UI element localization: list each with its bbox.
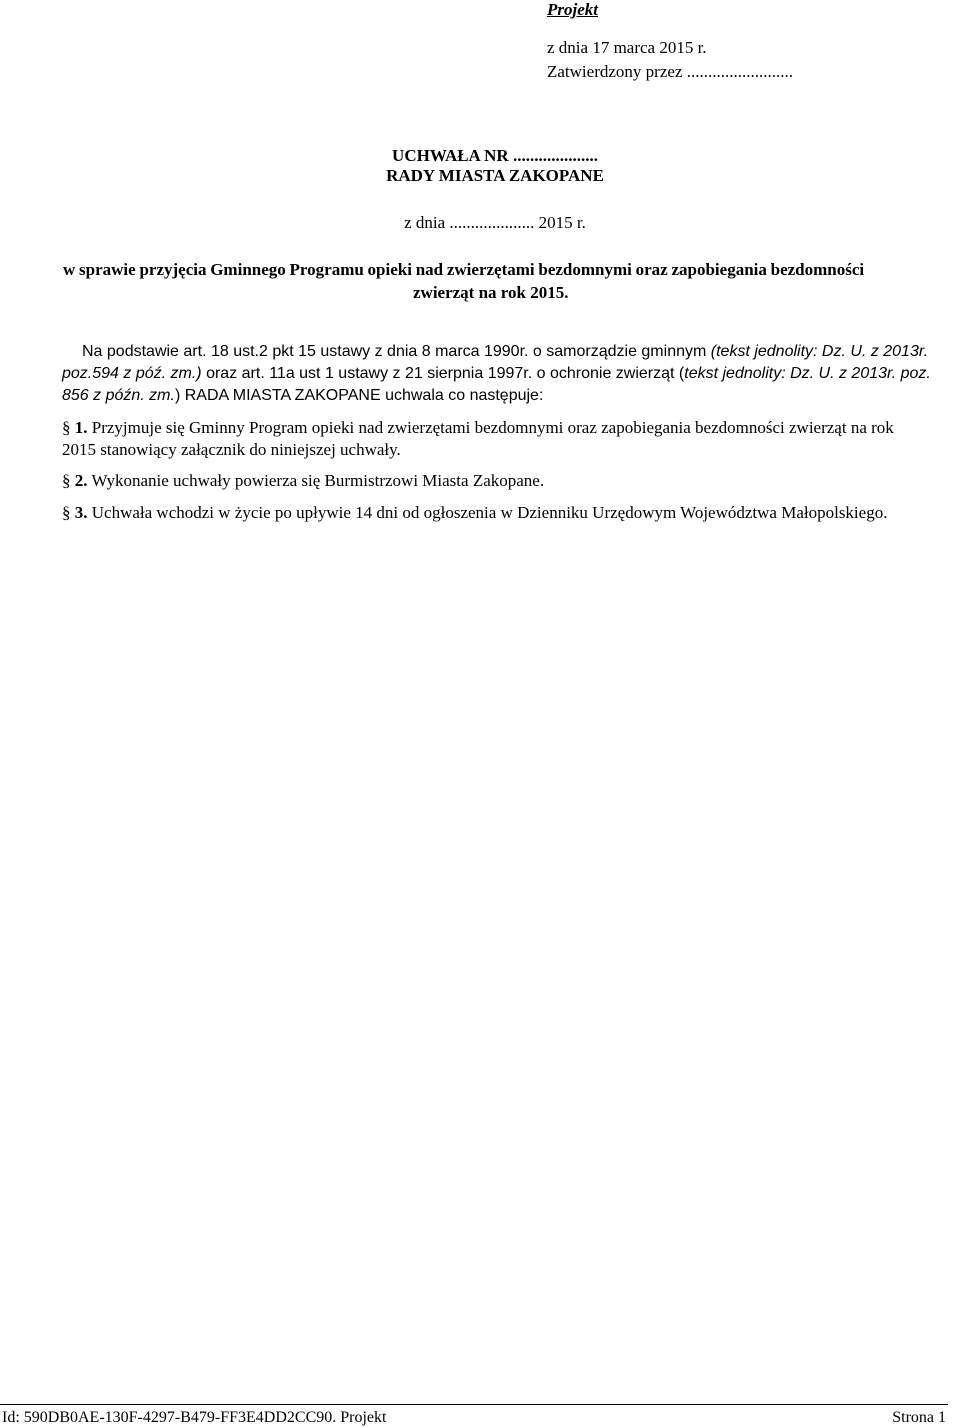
preamble-citation: tekst jednolity: Dz. U. z 2013r. poz. bbox=[684, 365, 931, 382]
preamble-text: Na podstawie art. 18 ust.2 pkt 15 ustawy z dnia 8 marca 1990r. o samorządzie gminnym bbox=[82, 343, 711, 360]
preamble-text: ) RADA MIASTA ZAKOPANE uchwala co następuje: bbox=[174, 387, 544, 404]
projekt-label: Projekt bbox=[547, 0, 598, 19]
preamble-citation: (tekst jednolity: Dz. U. z 2013r. bbox=[710, 343, 929, 360]
section-number: 1. bbox=[74, 418, 88, 437]
section-sign: § bbox=[62, 471, 71, 490]
resolution-date: z dnia .................... 2015 r. bbox=[404, 213, 586, 232]
section-sign: § bbox=[62, 503, 71, 522]
section-text: Wykonanie uchwały powierza się Burmistrzowi Miasta Zakopane. bbox=[87, 471, 545, 490]
header-date: z dnia 17 marca 2015 r. bbox=[547, 38, 707, 57]
footer-divider bbox=[0, 1404, 948, 1405]
section-text: Przyjmuje się Gminny Program opieki nad zwierzętami bezdomnymi oraz zapobiegania bezdomności zwierząt na rok bbox=[87, 418, 894, 437]
preamble-citation: 856 z późn. zm. bbox=[62, 387, 175, 404]
resolution-number: UCHWAŁA NR .................... bbox=[392, 146, 598, 165]
preamble bbox=[62, 341, 960, 407]
subject-line-2: zwierząt na rok 2015. bbox=[413, 283, 569, 302]
subject-line-1: w sprawie przyjęcia Gminnego Programu opieki nad zwierzętami bezdomnymi oraz zapobiegania bezdomności bbox=[63, 260, 865, 279]
preamble-text: oraz art. 11a ust 1 ustawy z 21 sierpnia 1997r. o ochronie zwierząt ( bbox=[201, 365, 685, 382]
section-text: Uchwała wchodzi w życie po upływie 14 dni od ogłoszenia w Dzienniku Urzędowym Województwa Małopolskiego. bbox=[87, 503, 888, 522]
preamble-citation: poz.594 z póź. zm.) bbox=[62, 365, 202, 382]
section-number: 2. bbox=[74, 471, 88, 490]
section-2 bbox=[62, 471, 544, 491]
council-name: RADY MIASTA ZAKOPANE bbox=[386, 166, 604, 185]
header-approved: Zatwierdzony przez ......................... bbox=[547, 62, 793, 81]
footer-page-number: Strona 1 bbox=[892, 1409, 946, 1426]
section-3 bbox=[62, 503, 887, 523]
footer-document-id: Id: 590DB0AE-130F-4297-B479-FF3E4DD2CC90. Projekt bbox=[2, 1409, 387, 1426]
section-number: 3. bbox=[74, 503, 88, 522]
section-1 bbox=[62, 418, 894, 438]
section-1-continued: 2015 stanowiący załącznik do niniejszej uchwały. bbox=[62, 440, 401, 459]
section-sign: § bbox=[62, 418, 71, 437]
